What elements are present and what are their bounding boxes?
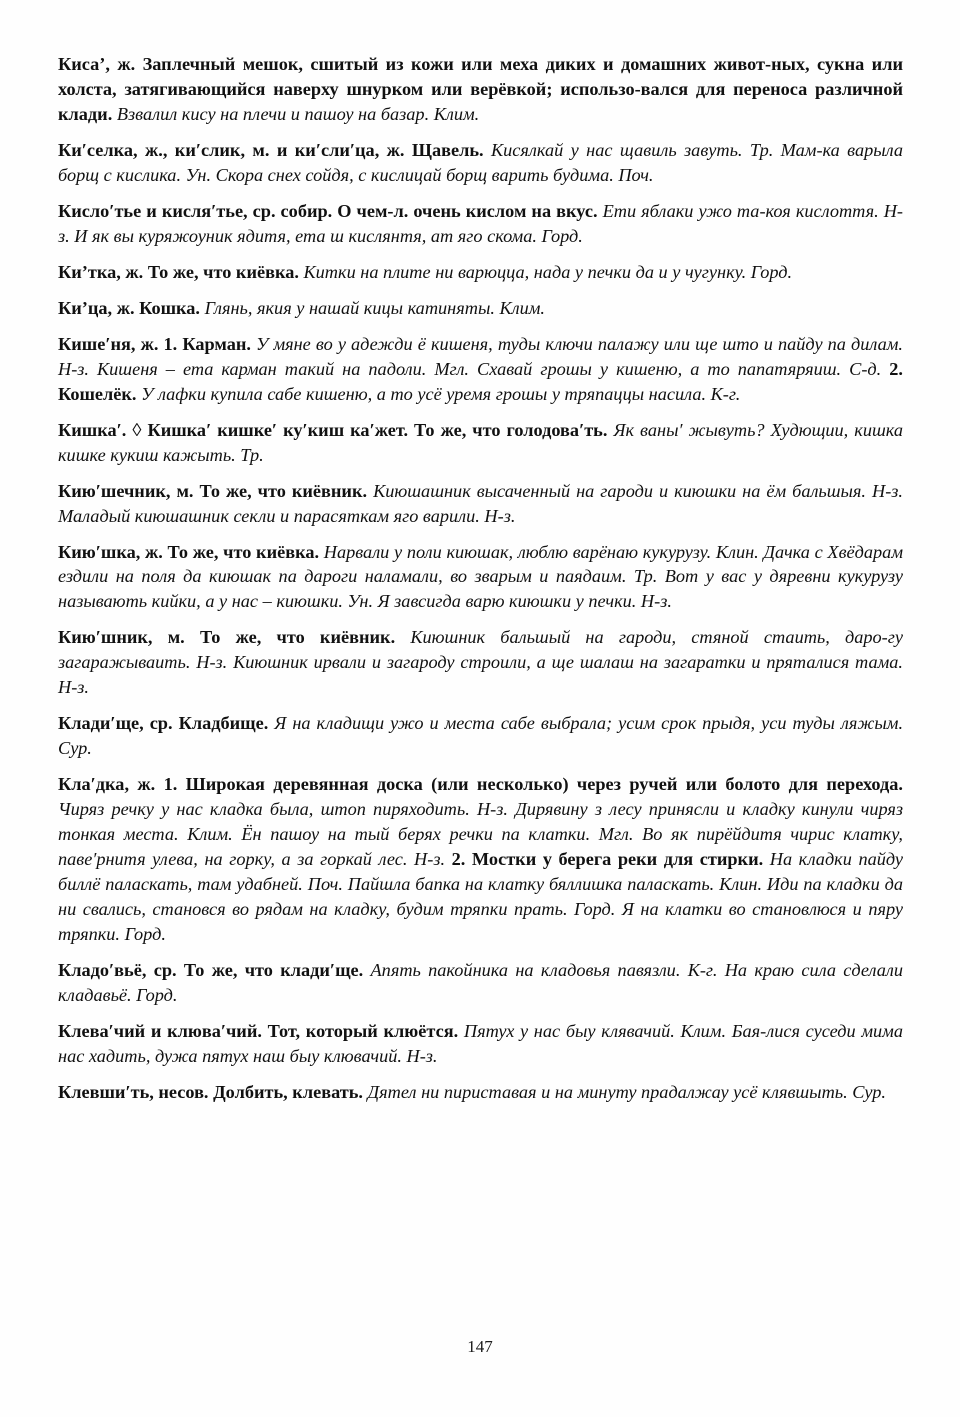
sense-number: 2. <box>451 849 466 870</box>
entry-headword: Кише′ня, ж. 1. Карман. <box>58 333 251 354</box>
entry-headword: Киса’, ж. <box>58 54 136 74</box>
entry-headword: Кла′дка, ж. 1. Широкая деревянная доска (или несколько) через ручей или болото для перехода. <box>58 774 903 795</box>
entry-example: Китки на плите ни варюцца, нада у печки да и у чугунку. Горд. <box>303 261 793 282</box>
phraseology-diamond-icon: ◊ <box>132 419 142 440</box>
entry-definition: То же, что киёвка. <box>147 261 299 282</box>
entry-list <box>58 52 903 1105</box>
entry-example: Я на кладищи ужо и места сабе выбрала; усим срок прыдя, уси туды ляжым. Сур. <box>58 713 904 759</box>
dictionary-entry <box>58 199 903 249</box>
entry-definition: То же, что киёвка. <box>167 541 320 562</box>
entry-headword: Кию′шник, м. <box>58 627 185 648</box>
entry-definition: Тот, который клюётся. <box>267 1020 459 1041</box>
sense-number: 1. <box>163 333 178 354</box>
entry-headword: Кишка′. <box>58 419 127 440</box>
dictionary-entry <box>58 479 903 529</box>
entry-example: Дятел ни пириставая и на минуту прадалжау усё клявшыть. Сур. <box>367 1081 887 1102</box>
entry-example: Глянь, якия у нашай кицы катиняты. Клим. <box>204 297 545 318</box>
entry-definition: Кишка′ кишке′ ку′киш ка′жет. То же, что голодова′ть. <box>147 419 608 440</box>
dictionary-entry <box>58 540 903 615</box>
entry-example: Нарвали у поли киюшак, люблю варёнаю кукурузу. Клин. Дачка с Хвёдарам ездили на поля да киюшак па дароги наламали, во зварым и паядаим. Тр. Вот у вас у дяревни кукурузу называють кийки, а у нас – киюшки. Ун. Я завсигда варю киюшки у печки. Н-з. <box>58 541 903 612</box>
entry-example: Пятух у нас быу клявачий. Клим. Бая-лися суседи мима нас хадить, дужа пятух наш быу клювачий. Н-з. <box>58 1020 903 1066</box>
entry-definition: То же, что киёвник. <box>199 480 368 501</box>
dictionary-entry <box>58 1080 903 1105</box>
entry-definition: О чем-л. очень кислом на вкус. <box>337 200 598 221</box>
dictionary-entry <box>58 1019 903 1069</box>
dictionary-entry <box>58 332 903 407</box>
page-number: 147 <box>467 1337 493 1356</box>
entry-example: Чиряз речку у нас кладка была, штоп пиряходить. Н-з. Дирявину з лесу принясли и кладку кинули чиряз тонкая места. Клим. Ён пашоу на тый берях речки па клатки. Мгл. Во як пирёйдитя чирис клатку, паве′рнитя улева, на горку, а за горкай лес. Н-з. <box>58 799 903 870</box>
entry-headword: Кладо′вьё, ср. <box>58 960 177 981</box>
entry-definition: Заплечный мешок, сшитый из кожи или меха диких и домашних живот-ных, сукна или холста, затягивающийся наверху шнурком или верёвкой; использо-вался для переноса различной клади. <box>58 54 903 124</box>
dictionary-entry <box>58 52 903 127</box>
dictionary-entry <box>58 958 903 1008</box>
dictionary-entry <box>58 625 903 700</box>
entry-definition: То же, что киёвник. <box>199 627 396 648</box>
entry-example: Як ваны′ жывуть? Худющии, кишка кишке кукиш кажыть. Тр. <box>58 419 904 465</box>
entry-example: У мяне во у адежди ё кишеня, туды ключи палажу или ще што и пайду па дилам. Н-з. Кишеня – ета карман такий на падоли. Мгл. Схавай грошы у кишеню, а то папатяряиш. С-д. <box>58 333 903 379</box>
entry-headword: Ки′селка, ж., ки′слик, м. и ки′сли′ца, ж. <box>58 139 405 160</box>
entry-example: Взвалил кису на плечи и пашоу на базар. Клим. <box>116 103 480 124</box>
entry-example: На кладки пайду биллё паласкать, там удабней. Поч. Пайшла бапка на клатку бяллишка паласкать. Клин. Иди па кладки да ни свались, становся во рядам на кладку, будим тряпки прать. Горд. Я на клатки во становлюся и пяру тряпки. Горд. <box>58 849 903 945</box>
dictionary-entry <box>58 138 903 188</box>
entry-example: Кисялкай у нас щавиль завуть. Тр. Мам-ка варыла борщ с кислика. Ун. Скора снех сойдя, с кислицай борщ варить будима. Поч. <box>58 139 903 185</box>
entry-headword: Кию′шечник, м. <box>58 480 194 501</box>
entry-definition: То же, что клади′ще. <box>183 960 364 981</box>
entry-example: Киюшник бальшый на гароди, стяной стаить, даро-гу загаражываить. Н-з. Киюшник ирвали и загароду строили, а ще шалаш на загаратки и пряталися тама. Н-з. <box>58 627 903 698</box>
entry-headword: Клева′чий и клюва′чий. <box>58 1020 262 1041</box>
entry-example: Ети яблаки ужо та-коя кислоття. Н-з. И як вы куряжоуник ядитя, ета ш кислянтя, ат яго скома. Горд. <box>58 200 903 246</box>
entry-headword: Клади′ще, ср. <box>58 713 173 734</box>
dictionary-entry <box>58 418 903 468</box>
entry-definition: Кладбище. <box>178 713 269 734</box>
entry-headword: Клевши′ть, несов. <box>58 1081 209 1102</box>
entry-headword: Кисло′тье и кисля′тье, ср. собир. <box>58 200 333 221</box>
entry-definition: Кошка. <box>139 297 200 318</box>
sense-number: 1. <box>163 774 178 795</box>
entry-example: Киюшашник высаченный на гароди и киюшки на ём бальшыя. Н-з. Маладый киюшашник секли и парасяткам яго варили. Н-з. <box>58 480 903 526</box>
entry-definition: 2. Кошелёк. <box>58 358 903 404</box>
entry-example: У лафки купила сабе кишеню, а то усё уремя грошы у тряпаццы насила. К-г. <box>141 383 741 404</box>
dictionary-entry <box>58 296 903 321</box>
dictionary-entry <box>58 260 903 285</box>
dictionary-entry <box>58 711 903 761</box>
entry-example: Апять пакойника на кладовья павязли. К-г. На краю сила сделали кладавьё. Горд. <box>58 960 903 1005</box>
entry-definition: Долбить, клевать. <box>213 1081 363 1102</box>
entry-headword: Ки’тка, ж. <box>58 261 144 282</box>
entry-definition: Щавель. <box>411 139 484 160</box>
entry-headword: Кию′шка, ж. <box>58 541 163 562</box>
entry-definition: 2. Мостки у берега реки для стирки. <box>451 849 764 870</box>
dictionary-entry <box>58 772 903 947</box>
entry-headword: Ки’ца, ж. <box>58 297 135 318</box>
sense-number: 2. <box>889 358 903 379</box>
